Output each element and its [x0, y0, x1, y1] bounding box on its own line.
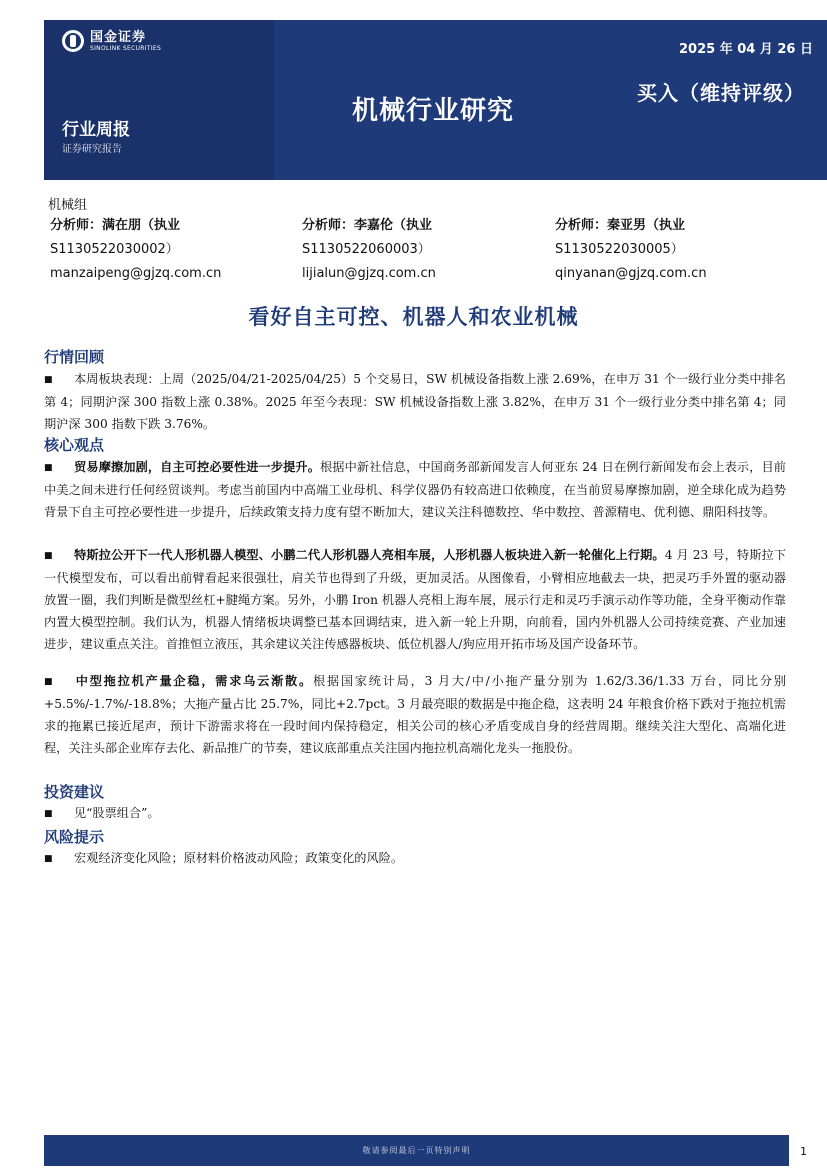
analyst-card: [50, 214, 221, 286]
analyst-cert: S1130522030002）: [50, 242, 179, 257]
bullet-icon: ■: [44, 551, 53, 561]
report-type: 证券研究报告: [62, 144, 122, 155]
footer-band: [44, 1135, 789, 1166]
analyst-cert: S1130522060003）: [302, 242, 431, 257]
logo-mark-icon: [62, 30, 84, 52]
invest-text: 见“股票组合”。: [74, 806, 160, 820]
industry-title: 机械行业研究: [352, 96, 515, 126]
core-point: [44, 456, 786, 523]
section-heading-core: 核心观点: [44, 436, 105, 454]
page-number: 1: [800, 1145, 807, 1158]
core-point: [44, 544, 786, 655]
core-point: [44, 670, 786, 759]
analyst-label: 分析师：秦亚男（执业: [555, 218, 686, 233]
analyst-email[interactable]: lijialun@gjzq.com.cn: [302, 266, 436, 281]
logo-name-en: SINOLINK SECURITIES: [90, 44, 162, 52]
analyst-label: 分析师：满在朋（执业: [50, 218, 181, 233]
footer-notice: 敬请参阅最后一页特别声明: [362, 1146, 471, 1155]
analyst-email[interactable]: qinyanan@gjzq.com.cn: [555, 266, 707, 281]
analyst-label: 分析师：李嘉伦（执业: [302, 218, 433, 233]
report-series: 行业周报: [62, 120, 130, 140]
bullet-icon: ■: [44, 375, 53, 385]
core-point-text: 4 月 23 号，特斯拉下一代模型发布，可以看出前臂看起来很强壮，肩关节也得到了升级，更加灵活。从图像看，小臂相应地截去一块，把灵巧手外置的驱动器放置一圈，我们判断是微型丝杠+腱绳方案。另外，小鹏 Iron 机器人亮相上海车展，展示行走和灵巧手演示动作等功能，全身平衡动作靠内置大模型控制。我们认为，机器人情绪板块调整已基本回调结束，进入新一轮上升期，向前看，国内外机器人公司持续竞赛、产业加速进步，建议重点关注。首推恒立液压，其余建议关注传感器板块、低位机器人/狗应用开拓市场及国产设备环节。: [44, 548, 787, 651]
analyst-card: [302, 214, 436, 286]
core-point-text: 根据国家统计局，3 月大/中/小拖产量分别为 1.62/3.36/1.33 万台，同比分别+5.5%/-1.7%/-18.8%；大拖产量占比 25.7%，同比+2.7pct。3 月最亮眼的数据是中拖企稳，这表明 24 年粮食价格下跌对于拖拉机需求的拖累已接近尾声，预计下游需求将在一段时间内保持稳定，相关公司的核心矛盾变成自身的经营周期。继续关注大型化、高端化进程，关注头部企业库存去化、新品推广的节奏，建议底部重点关注国内拖拉机高端化龙头一拖股份。: [44, 674, 787, 755]
risk-text: 宏观经济变化风险；原材料价格波动风险；政策变化的风险。: [74, 851, 404, 865]
core-point-text: 根据中新社信息，中国商务部新闻发言人何亚东 24 日在例行新闻发布会上表示，目前中美之间未进行任何经贸谈判。考虑当前国内中高端工业母机、科学仪器仍有较高进口依赖度，在当前贸易摩擦加剧，逆全球化成为趋势背景下自主可控必要性进一步提升，后续政策支持力度有望不断加大，建议关注科德数控、华中数控、普源精电、优利德、鼎阳科技等。: [44, 460, 786, 519]
core-point-lead: 特斯拉公开下一代人形机器人模型、小鹏二代人形机器人亮相车展，人形机器人板块进入新一轮催化上行期。: [74, 548, 665, 562]
market-review-paragraph: [44, 368, 786, 435]
analyst-cert: S1130522030005）: [555, 242, 684, 257]
report-title: 看好自主可控、机器人和农业机械: [248, 305, 579, 329]
section-heading-risk: 风险提示: [44, 828, 105, 846]
sinolink-logo: [62, 30, 161, 52]
invest-paragraph: [44, 802, 786, 825]
analyst-group: 机械组: [48, 198, 88, 213]
logo-name-cn: 国金证券: [90, 29, 147, 45]
section-heading-invest: 投资建议: [44, 783, 105, 801]
core-point-lead: 中型拖拉机产量企稳，需求乌云渐散。: [74, 674, 313, 688]
risk-paragraph: [44, 847, 786, 870]
report-date: 2025 年 04 月 26 日: [679, 42, 813, 57]
bullet-icon: ■: [44, 677, 53, 687]
analyst-email[interactable]: manzaipeng@gjzq.com.cn: [50, 266, 222, 281]
bullet-icon: ■: [44, 809, 53, 819]
bullet-icon: ■: [44, 854, 53, 864]
rating: 买入（维持评级）: [637, 81, 805, 105]
market-review-text: 本周板块表现：上周（2025/04/21-2025/04/25）5 个交易日，SW 机械设备指数上涨 2.69%，在申万 31 个一级行业分类中排名第 4；同期沪深 300 指数上涨 0.38%。2025 年至今表现：SW 机械设备指数上涨 3.82%，在申万 31 个一级行业分类中排名第 4；同期沪深 300 指数下跌 3.76%。: [44, 372, 786, 431]
core-point-lead: 贸易摩擦加剧，自主可控必要性进一步提升。: [74, 460, 321, 474]
bullet-icon: ■: [44, 463, 53, 473]
section-heading-market: 行情回顾: [44, 348, 105, 366]
analyst-card: [555, 214, 707, 286]
